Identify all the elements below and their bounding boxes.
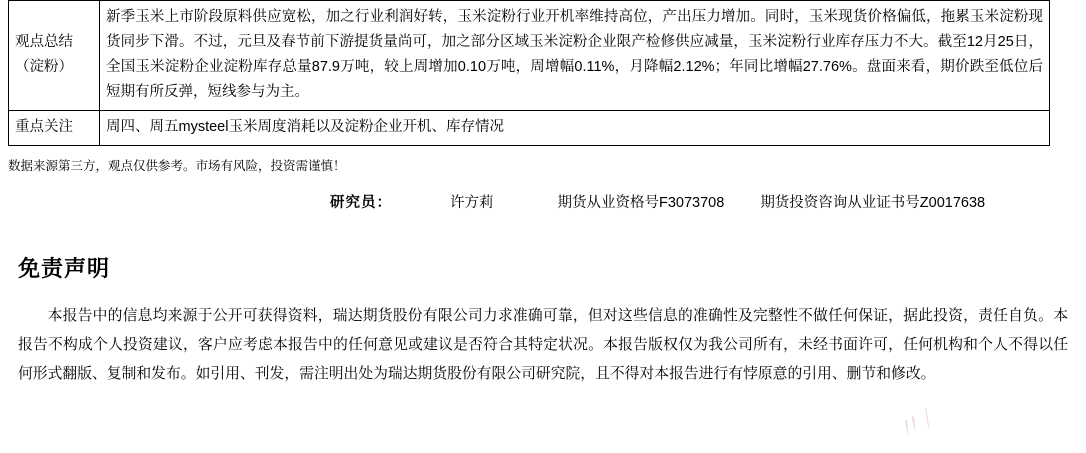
disclaimer-body: 本报告中的信息均来源于公开可获得资料，瑞达期货股份有限公司力求准确可靠，但对这些信息的准确性及完整性不做任何保证，据此投资，责任自负。本报告不构成个人投资建议，客户应考虑本报告中的任何意见或建议是否符合其特定状况。本报告版权仅为我公司所有，未经书面许可，任何机构和个人不得以任何形式翻版、复制和发布。如引用、刊发，需注明出处为瑞达期货股份有限公司研究院，且不得对本报告进行有悖原意的引用、删节和修改。 [18, 308, 1068, 383]
table-row [9, 110, 1050, 145]
row-label-viewpoint-summary: 观点总结（淀粉） [9, 1, 100, 111]
row-body-key-focus: 周四、周五mysteel玉米周度消耗以及淀粉企业开机、库存情况 [100, 110, 1050, 145]
researcher-name: 许方莉 [450, 195, 494, 212]
source-disclaimer-note: 数据来源第三方，观点仅供参考。市场有风险，投资需谨慎！ [8, 158, 346, 173]
report-summary-table [8, 0, 1050, 146]
researcher-label: 研究员： [330, 195, 392, 212]
disclaimer-title: 免责声明 [18, 256, 111, 282]
watermark-decoration: 〃/ [891, 403, 939, 448]
researcher-cert-number: 期货从业资格号F3073708 [557, 195, 725, 212]
researcher-line [0, 191, 1086, 212]
researcher-consulting-cert-number: 期货投资咨询从业证书号Z0017638 [760, 195, 986, 212]
table-row [9, 1, 1050, 111]
row-label-key-focus: 重点关注 [9, 110, 100, 145]
row-body-viewpoint-summary: 新季玉米上市阶段原料供应宽松，加之行业利润好转，玉米淀粉行业开机率维持高位，产出压力增加。同时，玉米现货价格偏低，拖累玉米淀粉现货同步下滑。不过，元旦及春节前下游提货量尚可，加之部分区域玉米淀粉企业限产检修供应减量，玉米淀粉行业库存压力不大。截至12月25日，全国玉米淀粉企业淀粉库存总量87.9万吨，较上周增加0.10万吨，周增幅0.11%，月降幅2.12%；年同比增幅27.76%。盘面来看，期价跌至低位后短期有所反弹，短线参与为主。 [100, 1, 1050, 111]
